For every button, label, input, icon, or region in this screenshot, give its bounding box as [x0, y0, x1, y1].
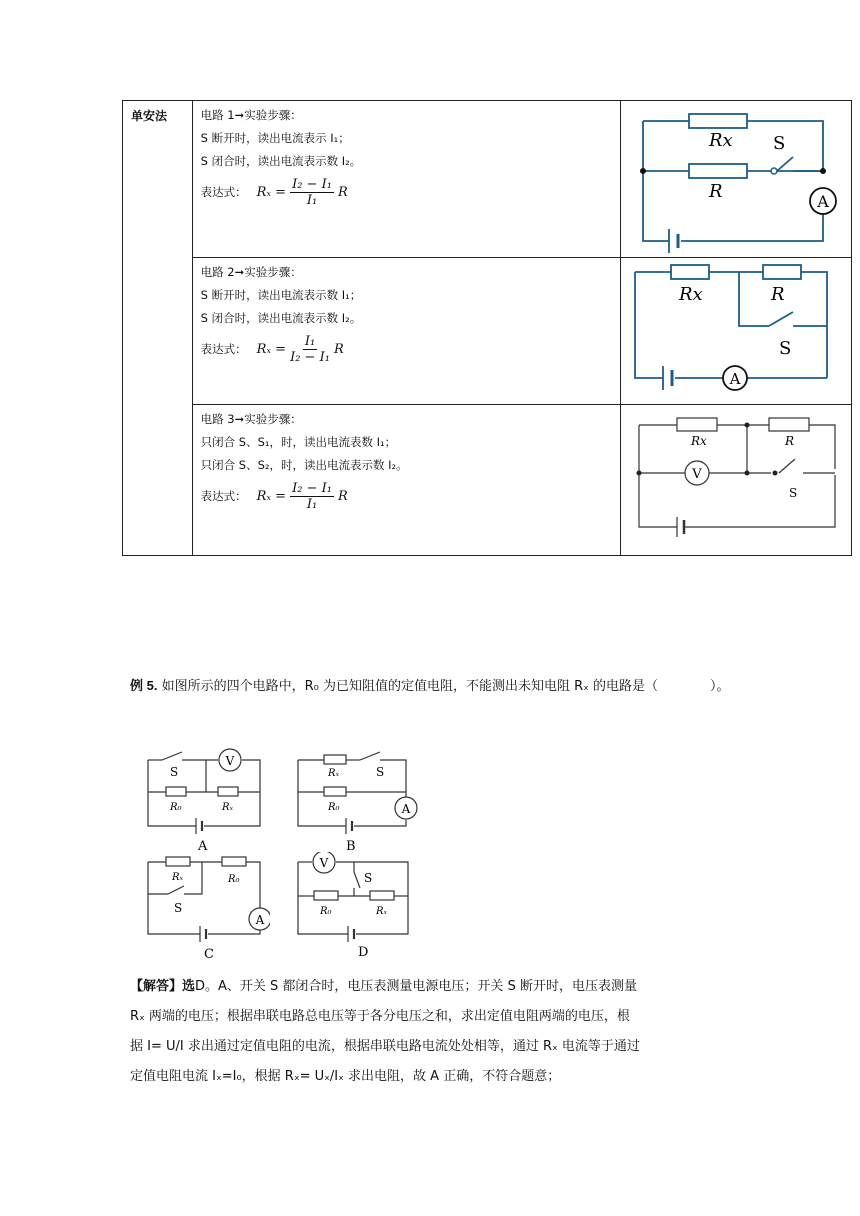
row1-step1: S 断开时，读出电流表示 I₁；	[200, 131, 350, 145]
meter-label: V	[225, 754, 235, 768]
method-row-1	[192, 101, 620, 258]
switch-label: S	[376, 765, 385, 779]
ammeter-label: A	[729, 370, 741, 388]
r-label: R	[708, 181, 723, 202]
r0-label: R₀	[328, 802, 340, 813]
denominator: I₂ − I₁	[290, 350, 330, 365]
rx-label: Rx	[690, 434, 707, 448]
rx-label: Rx	[708, 130, 733, 151]
row2-title: 电路 2➞实验步骤：	[200, 265, 302, 279]
numerator: I₂ − I₁	[292, 481, 332, 496]
circuit-caption: A	[198, 839, 208, 854]
row1-step2: S 闭合时，读出电流表示数 I₂。	[200, 154, 362, 168]
fraction	[290, 334, 330, 365]
circuit-a-diagram	[140, 742, 270, 854]
answer-line-3: 据 I= U/I 求出通过定值电阻的电流，根据串联电路电流处处相等，通过 Rₓ 电流等于通过	[130, 1039, 640, 1054]
rx-label: Rₓ	[328, 768, 340, 779]
switch-label: S	[778, 338, 792, 359]
switch-label: S	[772, 133, 786, 154]
answer-block	[130, 972, 730, 1092]
row2-step1: S 断开时，读出电流表示数 I₁；	[200, 288, 362, 302]
row2-expression	[201, 334, 620, 365]
numerator: I₂ − I₁	[292, 177, 332, 192]
method-row-2	[192, 258, 620, 405]
row3-expression	[201, 481, 620, 512]
r0-label: R₀	[228, 874, 240, 885]
formula-lhs: Rₓ =	[256, 342, 287, 357]
row2-step2: S 闭合时，读出电流表示数 I₂。	[200, 311, 362, 325]
meter-label: A	[401, 802, 411, 816]
rx-label: Rₓ	[376, 906, 388, 917]
denominator: I₁	[306, 193, 318, 208]
switch-label: S	[788, 486, 798, 500]
formula	[257, 177, 348, 208]
meter-label: A	[255, 913, 265, 927]
circuit-1-diagram	[621, 101, 851, 253]
method-row-3	[192, 405, 620, 556]
circuit-1-cell	[620, 101, 851, 258]
row3-step1: 只闭合 S、S₁，时，读出电流表数 I₁；	[200, 435, 397, 449]
formula	[257, 334, 344, 365]
fraction	[290, 177, 334, 208]
example-label: 例 5.	[130, 678, 158, 693]
denominator: I₁	[306, 497, 318, 512]
circuit-caption: C	[204, 947, 214, 962]
switch-label: S	[170, 765, 179, 779]
example-question-text: 如图所示的四个电路中，R₀ 为已知阻值的定值电阻，不能测出未知电阻 Rₓ 的电路是（ ）。	[161, 679, 730, 694]
answer-tag: 【解答】选	[130, 979, 196, 994]
r0-label: R₀	[170, 802, 182, 813]
expr-label: 表达式：	[200, 342, 247, 356]
circuit-d-diagram	[290, 852, 420, 962]
methods-table	[122, 100, 852, 556]
rx-label: Rₓ	[222, 802, 234, 813]
formula	[257, 481, 348, 512]
circuit-caption: D	[358, 945, 369, 960]
circuit-c-diagram	[140, 852, 270, 962]
formula-suffix: R	[337, 489, 348, 504]
ammeter-label: A	[817, 192, 829, 211]
answer-line-4: 定值电阻电流 Iₓ=I₀，根据 Rₓ= Uₓ/Iₓ 求出电阻，故 A 正确，不符合题意；	[130, 1069, 561, 1084]
r0-label: R₀	[320, 906, 332, 917]
formula-lhs: Rₓ =	[256, 185, 287, 200]
switch-label: S	[364, 871, 373, 885]
fraction	[290, 481, 334, 512]
row3-step2: 只闭合 S、S₂，时，读出电流表示数 I₂。	[200, 458, 408, 472]
answer-line-2: Rₓ 两端的电压；根据串联电路总电压等于各分电压之和，求出定值电阻两端的电压，根	[130, 1009, 630, 1024]
formula-suffix: R	[337, 185, 348, 200]
r-label: R	[784, 434, 795, 448]
circuit-3-cell	[620, 405, 851, 556]
circuit-3-diagram	[621, 405, 851, 551]
expr-label: 表达式：	[200, 185, 247, 199]
example-question	[130, 674, 730, 699]
expr-label: 表达式：	[200, 489, 247, 503]
circuit-caption: B	[346, 839, 356, 854]
r-label: R	[770, 284, 785, 305]
meter-label: V	[319, 856, 329, 870]
row3-title: 电路 3➞实验步骤：	[200, 412, 302, 426]
answer-line-1: D。A、开关 S 都闭合时，电压表测量电源电压；开关 S 断开时，电压表测量	[195, 979, 637, 994]
row1-title: 电路 1➞实验步骤：	[200, 108, 302, 122]
rx-label: Rₓ	[172, 872, 184, 883]
row1-expression	[201, 177, 620, 208]
voltmeter-label: V	[692, 467, 702, 482]
formula-lhs: Rₓ =	[256, 489, 287, 504]
category-cell: 单安法	[123, 101, 193, 556]
numerator: I₁	[304, 334, 316, 349]
circuit-2-diagram	[621, 258, 851, 400]
circuit-b-diagram	[290, 742, 420, 854]
circuit-2-cell	[620, 258, 851, 405]
formula-suffix: R	[333, 342, 344, 357]
switch-label: S	[174, 901, 183, 915]
rx-label: Rx	[678, 284, 703, 305]
